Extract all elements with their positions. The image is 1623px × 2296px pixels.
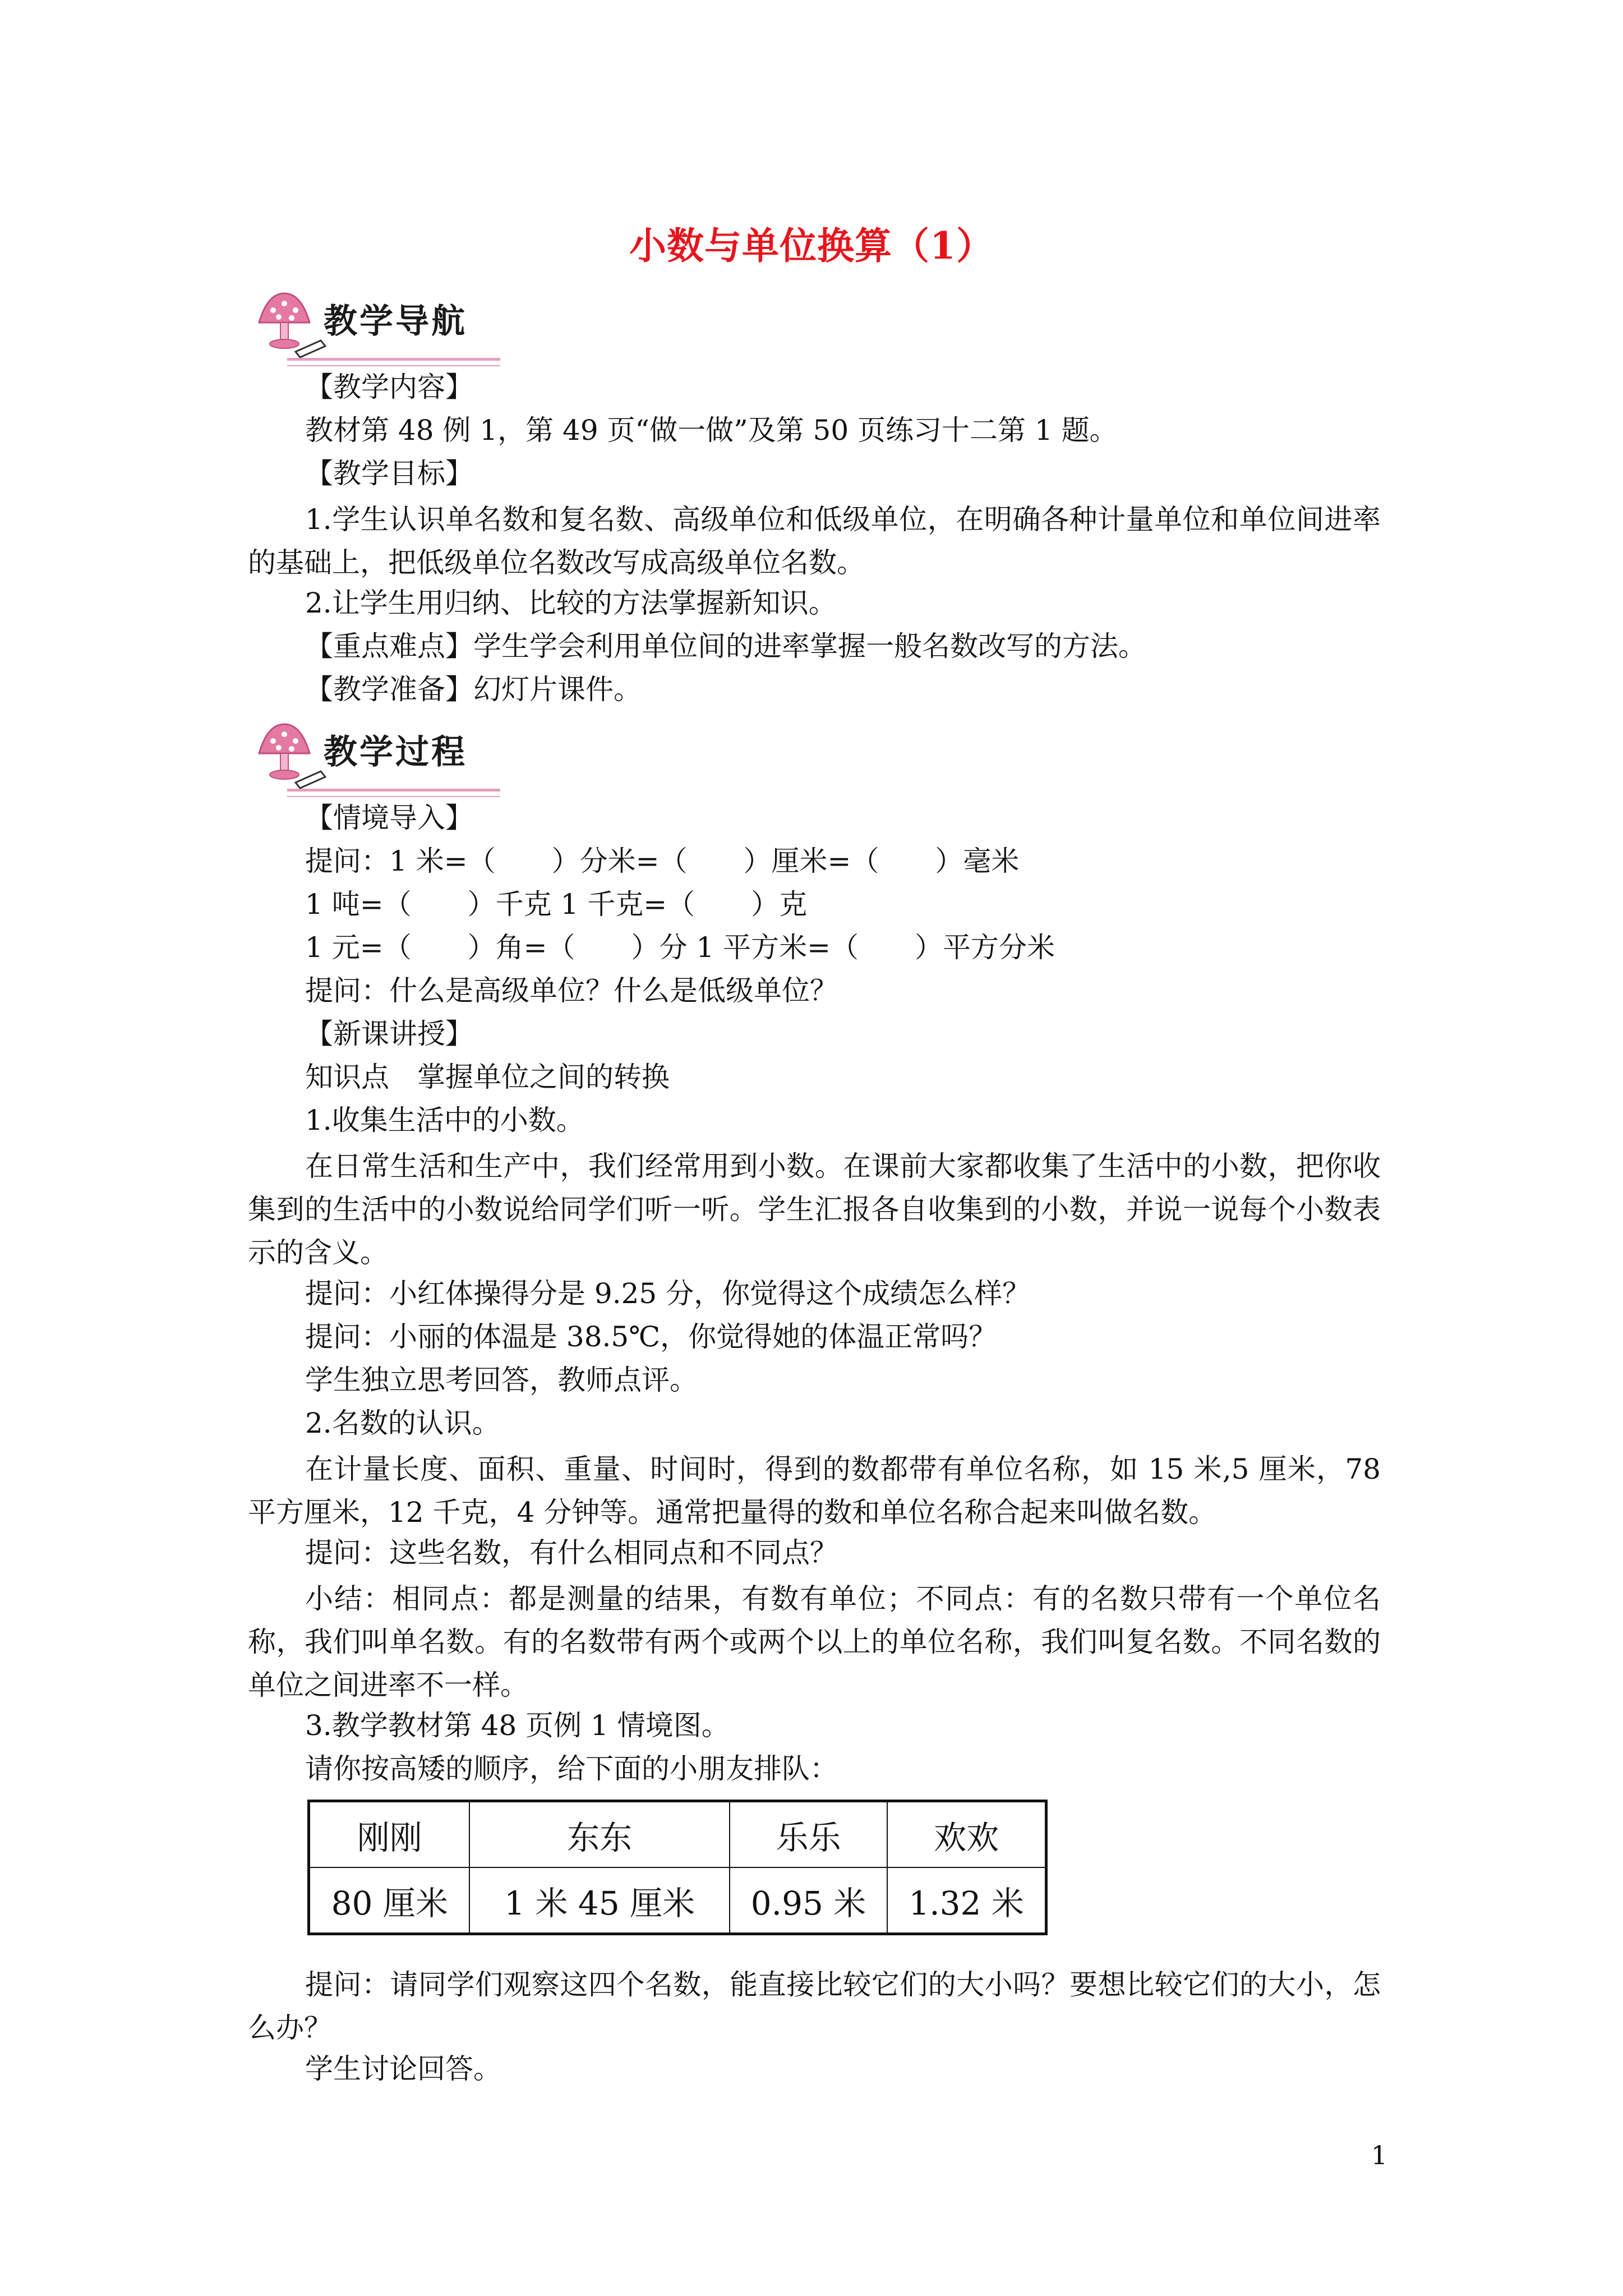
question-4: 提问：什么是高级单位？什么是低级单位？ xyxy=(305,974,838,1007)
lamp-book-icon xyxy=(242,720,326,793)
question-2: 1 吨=（ ）千克 1 千克=（ ）克 xyxy=(305,888,808,921)
question-8: 提问：这些名数，有什么相同点和不同点？ xyxy=(305,1536,838,1569)
paragraph-4: 提问：请同学们观察这四个名数，能直接比较它们的大小吗？要想比较它们的大小，怎么办？ xyxy=(248,1968,1381,2044)
banner-label: 教学过程 xyxy=(324,733,467,772)
heading-intro: 【情境导入】 xyxy=(305,802,473,834)
table-cell: 乐乐 xyxy=(730,1801,887,1868)
page-number: 1 xyxy=(1371,2140,1387,2170)
question-10: 学生讨论回答。 xyxy=(305,2053,501,2085)
keypoint: 【重点难点】学生学会利用单位间的进率掌握一般名数改写的方法。 xyxy=(305,630,1146,662)
banner-label: 教学导航 xyxy=(324,302,467,341)
table-cell: 1 米 45 厘米 xyxy=(469,1867,729,1934)
paragraph-2: 在计量长度、面积、重量、时间时，得到的数都带有单位名称，如 15 米,5 厘米，78 平方厘米，12 千克，4 分钟等。通常把量得的数和单位名称合起来叫做名数。 xyxy=(248,1453,1381,1529)
content-text: 教材第 48 例 1，第 49 页“做一做”及第 50 页练习十二第 1 题。 xyxy=(305,414,1118,447)
goal-1: 1.学生认识单名数和复名数、高级单位和低级单位，在明确各种计量单位和单位间进率的基础上，把低级单位名数改写成高级单位名数。 xyxy=(248,503,1381,579)
heading-content: 【教学内容】 xyxy=(305,371,473,403)
question-9: 请你按高矮的顺序，给下面的小朋友排队： xyxy=(305,1752,838,1785)
step-3: 3.教学教材第 48 页例 1 情境图。 xyxy=(305,1709,730,1742)
step-1: 1.收集生活中的小数。 xyxy=(305,1104,584,1137)
heading-goals: 【教学目标】 xyxy=(305,457,473,490)
table-row xyxy=(309,1801,1046,1868)
banner-teaching-process xyxy=(242,720,500,804)
question-1: 提问：1 米=（ ）分米=（ ）厘米=（ ）毫米 xyxy=(305,845,1020,877)
table-cell: 刚刚 xyxy=(309,1801,470,1868)
table-cell: 1.32 米 xyxy=(887,1867,1046,1934)
banner-teaching-guide xyxy=(242,289,500,373)
question-7: 学生独立思考回答，教师点评。 xyxy=(305,1364,698,1396)
paragraph-1: 在日常生活和生产中，我们经常用到小数。在课前大家都收集了生活中的小数，把你收集到的生活中的小数说给同学们听一听。学生汇报各自收集到的小数，并说一说每个小数表示的含义。 xyxy=(248,1150,1381,1269)
lamp-book-icon xyxy=(242,289,326,362)
prep: 【教学准备】幻灯片课件。 xyxy=(305,673,642,706)
question-6: 提问：小丽的体温是 38.5℃，你觉得她的体温正常吗？ xyxy=(305,1320,997,1353)
knowledge-point: 知识点 掌握单位之间的转换 xyxy=(305,1061,670,1093)
step-2: 2.名数的认识。 xyxy=(305,1407,500,1439)
heading-new-lesson: 【新课讲授】 xyxy=(305,1018,473,1050)
table-cell: 0.95 米 xyxy=(730,1867,887,1934)
table-cell: 东东 xyxy=(469,1801,729,1868)
goal-2: 2.让学生用归纳、比较的方法掌握新知识。 xyxy=(305,587,837,619)
height-table xyxy=(307,1800,1048,1935)
page-title: 小数与单位换算（1） xyxy=(629,224,994,268)
table-cell: 80 厘米 xyxy=(309,1867,470,1934)
question-3: 1 元=（ ）角=（ ）分 1 平方米=（ ）平方分米 xyxy=(305,931,1055,964)
table-row xyxy=(309,1867,1046,1934)
question-5: 提问：小红体操得分是 9.25 分，你觉得这个成绩怎么样？ xyxy=(305,1277,1031,1310)
table-cell: 欢欢 xyxy=(887,1801,1046,1868)
paragraph-3: 小结：相同点：都是测量的结果，有数有单位；不同点：有的名数只带有一个单位名称，我们叫单名数。有的名数带有两个或两个以上的单位名称，我们叫复名数。不同名数的单位之间进率不一样。 xyxy=(248,1582,1381,1701)
